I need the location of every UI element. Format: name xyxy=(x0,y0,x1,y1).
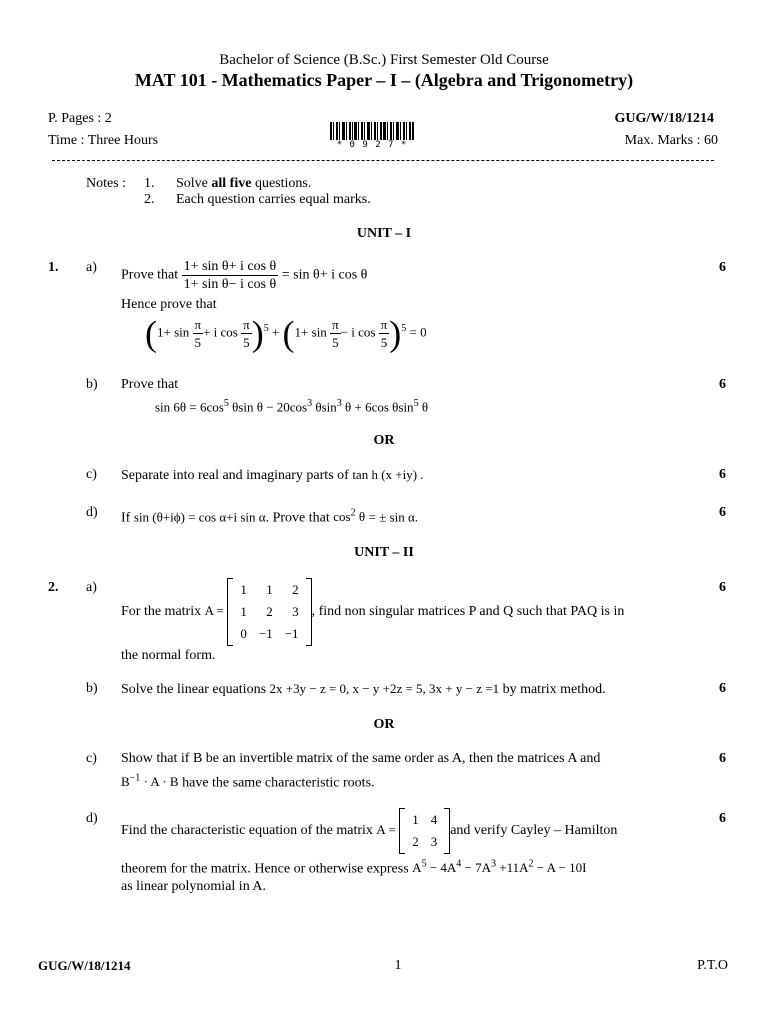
q1c-expression: tan h (x +iy) . xyxy=(352,467,424,482)
barcode-text: * 0 9 2 7 * xyxy=(336,140,408,150)
q2c-line-2: $B^{-1} \cdot A \cdot B$ have the same characteristic roots. xyxy=(121,773,375,791)
q2d-matrix-row xyxy=(406,809,443,831)
q2d-matrix-row xyxy=(406,831,443,853)
q1d-label: d) xyxy=(86,505,98,520)
note-2: Each question carries equal marks. xyxy=(176,192,371,207)
q1d-text-1: If xyxy=(121,510,131,526)
q2d-text-2: and verify Cayley – Hamilton xyxy=(450,823,618,839)
separator-line xyxy=(52,160,714,161)
q2b-text-2: by matrix method. xyxy=(502,682,606,697)
q2a-matrix-cell: 1 xyxy=(266,582,273,597)
paper-code: GUG/W/18/1214 xyxy=(614,111,714,126)
q2b-statement xyxy=(121,681,606,698)
q2a-matrix-row xyxy=(234,623,304,645)
q1d-text-2: . Prove that xyxy=(265,510,330,526)
notes-label: Notes : xyxy=(86,176,127,191)
q2b-label: b) xyxy=(86,681,98,696)
time-info: Time : Three Hours xyxy=(48,133,159,148)
question-2-number: 2. xyxy=(48,580,59,595)
q2d-marks: 6 xyxy=(719,811,726,826)
question-1-number: 1. xyxy=(48,260,59,275)
max-marks: Max. Marks : 60 xyxy=(624,133,718,148)
q2c-text-2: have the same characteristic roots. xyxy=(182,775,375,791)
or-1: OR xyxy=(373,433,395,448)
q1c-label: c) xyxy=(86,467,97,482)
q2a-marks: 6 xyxy=(719,580,726,595)
unit-2-heading: UNIT – II xyxy=(354,545,414,560)
q1d-expression-2: = ± sin α. xyxy=(368,509,419,525)
q2a-matrix-cell: 1 xyxy=(240,582,247,597)
q2d-text-1: Find the characteristic equation of the matrix xyxy=(121,823,373,839)
q1a-text: Prove that xyxy=(121,267,179,283)
q2a-label: a) xyxy=(86,580,97,595)
q2d-statement: Find the characteristic equation of the matrix A = 1 4 2 3 and verify Cayley – Hamilton xyxy=(121,808,617,854)
q1a-marks: 6 xyxy=(719,260,726,275)
note-1-number: 1. xyxy=(144,176,155,191)
q2a-matrix-cell: 1 xyxy=(240,604,247,619)
q2a-matrix-cell: 2 xyxy=(266,604,273,619)
q1d-marks: 6 xyxy=(719,505,726,520)
note-1-pre: Solve xyxy=(176,176,212,191)
q1d-statement: If sin (θ+iϕ) = cos α+i sin α. Prove that $\cos^2 \theta$ = ± sin α. xyxy=(121,508,419,526)
pages-count: P. Pages : 2 xyxy=(48,111,112,126)
q2d-matrix xyxy=(399,808,450,854)
q1a-numerator: 1+ sin θ+ i cos θ xyxy=(183,259,277,274)
note-2-number: 2. xyxy=(144,192,155,207)
q2c-text-1: Show that if B be an invertible matrix of the same order as A, then the matrices A and xyxy=(121,751,601,766)
q1c-marks: 6 xyxy=(719,467,726,482)
q2d-label: d) xyxy=(86,811,98,826)
q2a-statement: For the matrix A = 1 1 2 1 2 3 0 −1 −1 , find non singular matrices P and Q such that PAQ is in xyxy=(121,578,681,646)
unit-1-heading: UNIT – I xyxy=(356,226,412,241)
q2a-matrix xyxy=(227,578,311,646)
q1a-label: a) xyxy=(86,260,97,275)
q2d-text-3: theorem for the matrix. Hence or otherwise express xyxy=(121,861,409,877)
q2b-text-1: Solve the linear equations xyxy=(121,682,267,697)
q1b-marks: 6 xyxy=(719,377,726,392)
q1a-statement xyxy=(121,258,367,293)
or-2: OR xyxy=(373,717,395,732)
q1c-statement xyxy=(121,467,424,484)
note-1-post: questions. xyxy=(251,176,312,191)
q2a-matrix-cell: 3 xyxy=(292,604,299,619)
q1a-equation: (1+ sin $\frac{\pi}{5}$ + i cos $\frac{\pi}{5}$ )$^5$ + (1+ sin $\frac{\pi}{5}$ − i cos $\frac{\pi}{5}$ )$^5$ = 0 xyxy=(145,313,427,354)
q2d-text-4: as linear polynomial in A. xyxy=(121,879,267,894)
q2b-expression: 2x +3y − z = 0, x − y +2z = 5, 3x + y − z =1 xyxy=(269,681,500,696)
q1b-label: b) xyxy=(86,377,98,392)
q2b-marks: 6 xyxy=(719,681,726,696)
q2a-text-3: the normal form. xyxy=(121,648,216,663)
q2a-matrix-cell: −1 xyxy=(258,626,273,641)
q2d-matrix-cell: 2 xyxy=(412,834,419,849)
q1b-text: Prove that xyxy=(121,377,179,392)
q1c-text: Separate into real and imaginary parts of xyxy=(121,468,349,483)
pto: P.T.O xyxy=(697,958,728,973)
q1d-expression-1: sin (θ+iϕ) = cos α+i sin α xyxy=(133,509,266,525)
q1a-fraction xyxy=(182,258,279,293)
q2a-matrix-row xyxy=(234,579,304,601)
note-1 xyxy=(176,176,311,192)
course-line: Bachelor of Science (B.Sc.) First Semester Old Course xyxy=(219,52,549,68)
barcode-icon xyxy=(330,122,414,140)
q2d-matrix-cell: 4 xyxy=(430,812,438,827)
q1a-rhs: = sin θ+ i cos θ xyxy=(281,267,368,283)
paper-title: MAT 101 - Mathematics Paper – I – (Algebra and Trigonometry) xyxy=(134,70,634,90)
q2a-matrix-cell: 2 xyxy=(292,582,299,597)
q2d-matrix-cell: 1 xyxy=(412,812,419,827)
q2d-matrix-cell: 3 xyxy=(430,834,438,849)
q2a-matrix-cell: 0 xyxy=(240,626,247,641)
page-number: 1 xyxy=(394,958,402,973)
footer-code: GUG/W/18/1214 xyxy=(38,958,131,973)
note-1-bold: all five xyxy=(211,176,252,191)
q1b-equation: $\sin 6\theta = 6\cos^5$ θsin $\theta - 20\cos^3$ θsin$^3$ θ + 6cos θsin$^5$ θ xyxy=(155,398,429,415)
q2a-matrix-cell: −1 xyxy=(284,626,299,641)
q2a-text-1: For the matrix xyxy=(121,604,202,620)
q2c-label: c) xyxy=(86,751,97,766)
q1a-denominator: 1+ sin θ− i cos θ xyxy=(183,277,277,292)
q2a-matrix-row xyxy=(234,601,304,623)
q2a-text-2: , find non singular matrices P and Q such that PAQ is in xyxy=(311,604,625,620)
q2d-line-3: theorem for the matrix. Hence or otherwise express $A^5 - 4A^4 - 7A^3 +11A^2 - A - 10I$ xyxy=(121,859,587,877)
q2c-marks: 6 xyxy=(719,751,726,766)
q1a-hence: Hence prove that xyxy=(121,297,217,312)
